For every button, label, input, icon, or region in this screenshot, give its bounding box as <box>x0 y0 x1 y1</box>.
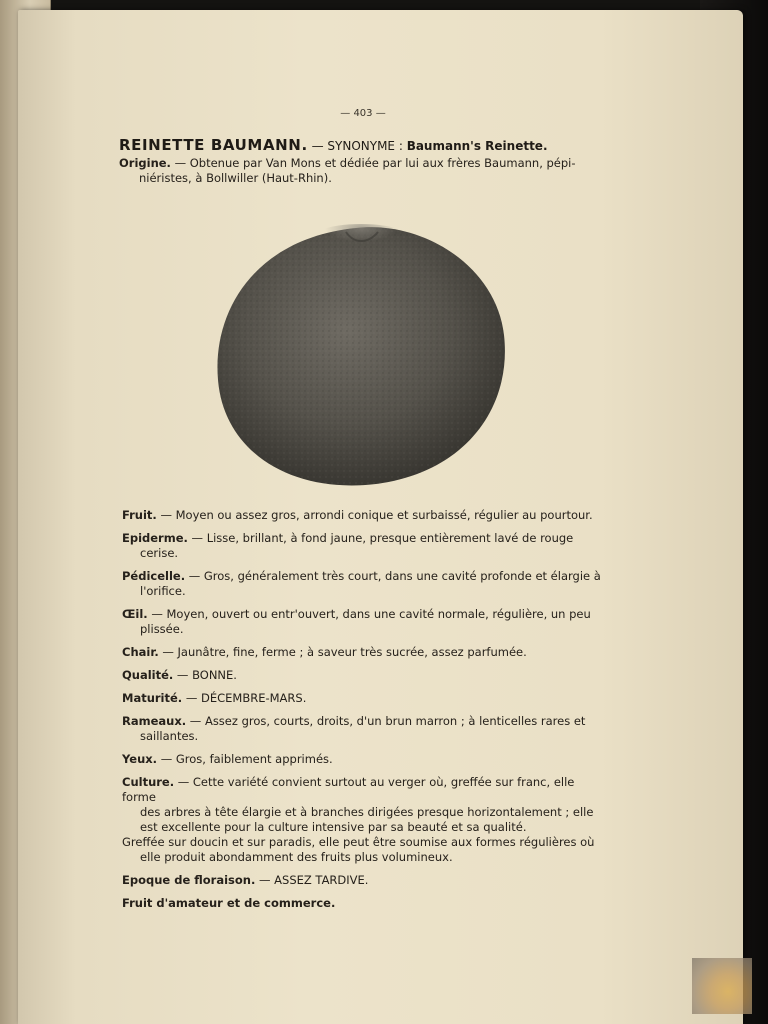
entry-label: Pédicelle. <box>122 569 186 583</box>
entry-text-cont: Greffée sur doucin et sur paradis, elle peut être soumise aux formes régulières où <box>122 835 595 849</box>
entry-label: Maturité. <box>122 691 183 705</box>
entry-label: Rameaux. <box>122 714 187 728</box>
entry-label: Qualité. <box>122 668 174 682</box>
origin-label: Origine. <box>119 156 171 170</box>
entry-text-cont: elle produit abondamment des fruits plus volumineux. <box>140 850 453 864</box>
entry-text: — Assez gros, courts, droits, d'un brun marron ; à lenticelles rares et <box>186 714 586 728</box>
entry-text-cont: saillantes. <box>140 729 199 743</box>
entry-text-cont: des arbres à tête élargie et à branches dirigées presque horizontalement ; elle <box>140 805 594 819</box>
entry-text-cont: plissée. <box>140 622 184 636</box>
entry-yeux <box>122 752 602 767</box>
entry-text: — Jaunâtre, fine, ferme ; à saveur très sucrée, assez parfumée. <box>158 645 527 659</box>
entry-label: Chair. <box>122 645 159 659</box>
entry-text: — Lisse, brillant, à fond jaune, presque entièrement lavé de rouge <box>187 531 574 545</box>
entry-text: — ASSEZ TARDIVE. <box>255 873 369 887</box>
entry-floraison <box>122 873 602 888</box>
entry-label: Œil. <box>122 607 148 621</box>
apple-illustration <box>196 210 516 495</box>
origin-paragraph <box>119 156 589 186</box>
entry-label: Epiderme. <box>122 531 188 545</box>
entry-text: — Gros, faiblement apprimés. <box>157 752 333 766</box>
synonym-value: Baumann's Reinette. <box>406 139 548 153</box>
entry-label: Culture. <box>122 775 175 789</box>
entry-text: — DÉCEMBRE-MARS. <box>182 691 307 705</box>
entry-text-cont: est excellente pour la culture intensive par sa beauté et sa qualité. <box>140 820 527 834</box>
variety-heading <box>119 136 679 154</box>
entry-text: — Cette variété convient surtout au verger où, greffée sur franc, elle forme <box>122 775 575 804</box>
apple-photo <box>196 210 516 495</box>
entry-pedicelle <box>122 569 602 599</box>
entry-text: — Moyen, ouvert ou entr'ouvert, dans une cavité normale, régulière, un peu <box>147 607 591 621</box>
entry-text: — Gros, généralement très court, dans une cavité profonde et élargie à <box>185 569 601 583</box>
entry-text: — Moyen ou assez gros, arrondi conique et surbaissé, régulier au pourtour. <box>156 508 593 522</box>
page-number: — 403 — <box>340 108 386 119</box>
entry-oeil <box>122 607 602 637</box>
entry-label: Epoque de floraison. <box>122 873 256 887</box>
synonym-label: — SYNONYME : <box>307 139 407 153</box>
origin-text: — Obtenue par Van Mons et dédiée par lui aux frères Baumann, pépi- <box>170 156 576 170</box>
book-page <box>18 10 743 1024</box>
entry-chair <box>122 645 602 660</box>
entry-fruit <box>122 508 602 523</box>
entry-text-cont: l'orifice. <box>140 584 186 598</box>
entry-qualite <box>122 668 602 683</box>
entry-text: — BONNE. <box>173 668 237 682</box>
entry-label: Yeux. <box>122 752 158 766</box>
entry-text-cont: cerise. <box>140 546 179 560</box>
entry-label: Fruit. <box>122 508 157 522</box>
description-list <box>122 508 602 919</box>
corner-thumbnail-image <box>692 958 752 1014</box>
entry-rameaux <box>122 714 602 744</box>
entry-culture <box>122 775 602 865</box>
variety-name: REINETTE BAUMANN. <box>119 136 308 154</box>
entry-epiderme <box>122 531 602 561</box>
entry-label: Fruit d'amateur et de commerce. <box>122 896 336 910</box>
entry-maturite <box>122 691 602 706</box>
origin-text-cont: niéristes, à Bollwiller (Haut-Rhin). <box>139 171 332 185</box>
entry-commerce <box>122 896 602 911</box>
